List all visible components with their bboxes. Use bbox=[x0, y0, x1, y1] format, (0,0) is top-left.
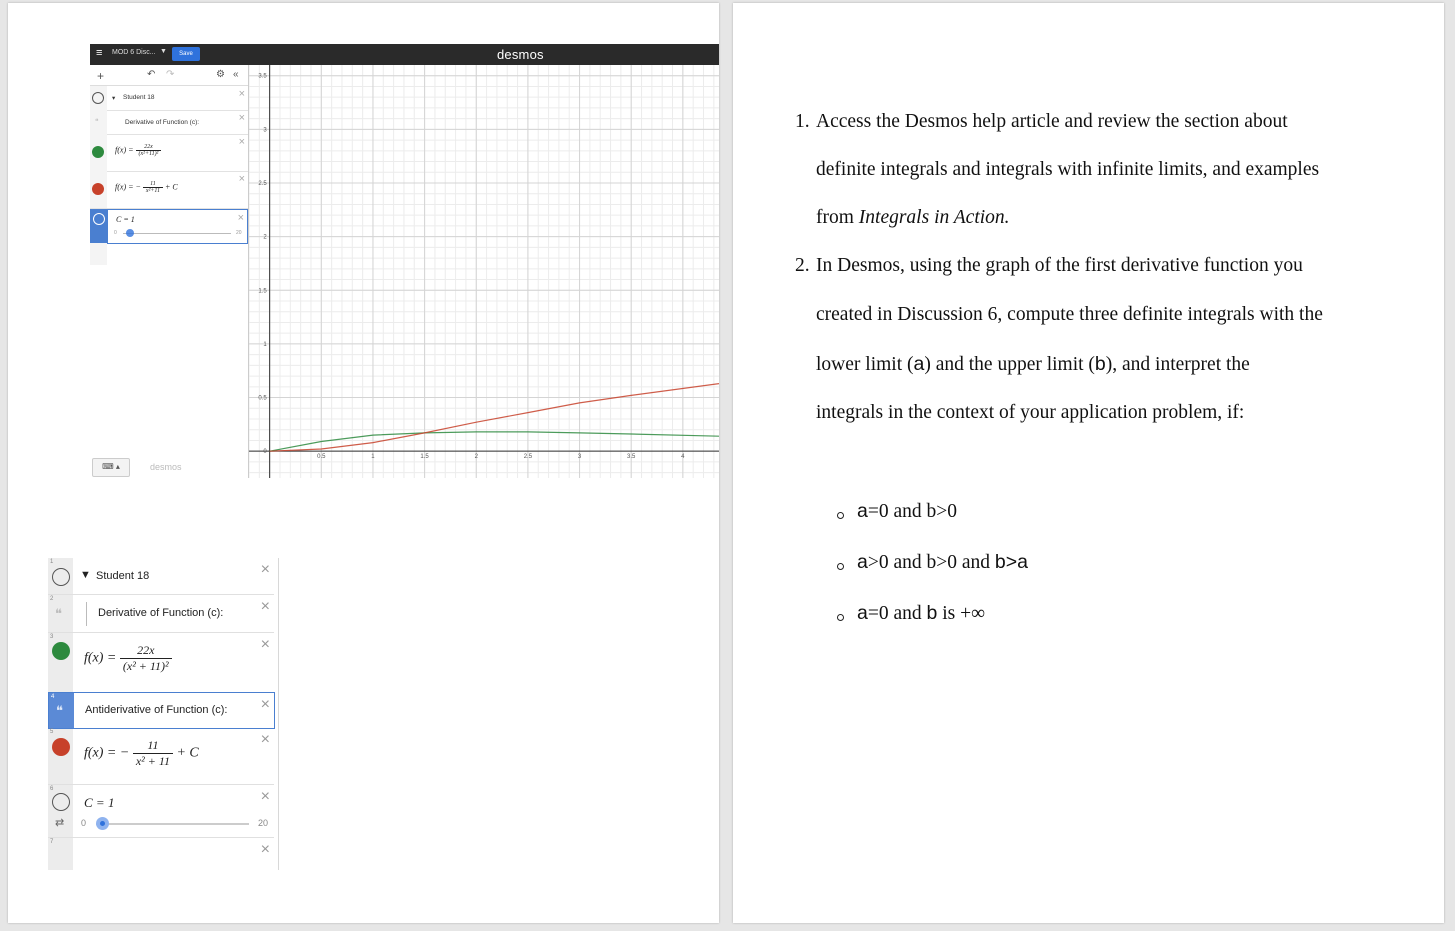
expression-row-derivative[interactable] bbox=[90, 134, 248, 172]
variable-b: b bbox=[1094, 353, 1106, 375]
slider-min: 0 bbox=[81, 818, 87, 828]
row-number: 5 bbox=[50, 729, 54, 735]
x-tick-label: 3.5 bbox=[627, 454, 636, 461]
text-span: ), and interpret the bbox=[1105, 354, 1250, 375]
variable-b: b bbox=[926, 501, 937, 522]
slider-max: 20 bbox=[236, 230, 242, 236]
bullet-icon bbox=[837, 614, 844, 621]
folder-label: Student 18 bbox=[96, 570, 150, 582]
folder-row[interactable] bbox=[90, 86, 248, 111]
quote-icon: ❝ bbox=[55, 606, 62, 621]
note-row-antiderivative[interactable] bbox=[48, 692, 275, 729]
row-number: 6 bbox=[50, 786, 54, 792]
y-tick-label: 3.5 bbox=[258, 73, 267, 80]
empty-row[interactable] bbox=[90, 243, 107, 265]
delete-icon[interactable]: × bbox=[238, 112, 245, 124]
instruction-text bbox=[816, 207, 1010, 229]
expression-row-derivative[interactable] bbox=[48, 633, 274, 693]
delete-icon[interactable]: × bbox=[238, 136, 245, 148]
variable-a: a bbox=[857, 500, 868, 522]
math-expression[interactable] bbox=[84, 643, 172, 674]
expression-list-zoomed bbox=[48, 558, 279, 870]
x-tick-label: 0.5 bbox=[317, 454, 326, 461]
x-tick-label: 2.5 bbox=[523, 454, 533, 461]
graph-canvas[interactable] bbox=[249, 65, 719, 478]
slider-row[interactable] bbox=[90, 209, 248, 244]
variable-b: b bbox=[926, 602, 938, 624]
folder-icon[interactable] bbox=[92, 92, 104, 104]
graph-title[interactable]: MOD 6 Disc... bbox=[112, 49, 156, 56]
article-title: Integrals in Action. bbox=[858, 207, 1010, 228]
instruction-text: created in Discussion 6, compute three definite integrals with the bbox=[816, 304, 1323, 325]
delete-icon[interactable]: × bbox=[260, 561, 270, 578]
play-icon[interactable] bbox=[93, 213, 105, 225]
slider-expression[interactable]: C = 1 bbox=[84, 795, 115, 810]
slider-track[interactable] bbox=[96, 823, 249, 825]
delete-icon[interactable]: × bbox=[260, 731, 270, 748]
slider-expression[interactable]: C = 1 bbox=[116, 215, 135, 224]
keyboard-button[interactable]: ⌨ ▴ bbox=[92, 458, 130, 477]
delete-icon[interactable]: × bbox=[238, 173, 245, 185]
gear-icon[interactable]: ⚙ bbox=[216, 69, 225, 80]
triangle-down-icon[interactable]: ▼ bbox=[80, 569, 91, 581]
row-number: 4 bbox=[51, 694, 55, 700]
desmos-screenshot bbox=[90, 44, 719, 478]
empty-row[interactable] bbox=[48, 838, 274, 870]
folder-icon[interactable] bbox=[52, 568, 70, 586]
slider-handle[interactable] bbox=[126, 229, 134, 237]
slider-max: 20 bbox=[258, 818, 269, 828]
note-label: Derivative of Function (c): bbox=[125, 119, 200, 126]
powered-by-logo: desmos bbox=[150, 462, 182, 472]
y-tick-label: 3 bbox=[263, 127, 267, 134]
add-icon[interactable]: + bbox=[97, 69, 105, 83]
variable-a: a bbox=[857, 551, 868, 573]
delete-icon[interactable]: × bbox=[260, 636, 270, 653]
graph-color-icon[interactable] bbox=[52, 738, 70, 756]
row-number: 1 bbox=[50, 559, 54, 565]
slider-track[interactable] bbox=[123, 233, 231, 234]
text-span: is +∞ bbox=[937, 603, 986, 624]
text-span: =0 and bbox=[867, 603, 927, 624]
expression-row-antiderivative[interactable] bbox=[48, 728, 274, 785]
variable-a: a bbox=[913, 353, 925, 375]
quote-icon: ❝ bbox=[56, 703, 63, 718]
note-label: Derivative of Function (c): bbox=[98, 607, 224, 619]
text-span: >0 and bbox=[867, 552, 927, 573]
y-tick-label: 0.5 bbox=[258, 395, 267, 402]
y-tick-label: 1 bbox=[263, 341, 267, 348]
variable-b: b bbox=[926, 552, 937, 573]
instruction-text: In Desmos, using the graph of the first derivative function you bbox=[816, 255, 1303, 276]
x-tick-label: 3 bbox=[577, 454, 582, 461]
delete-icon[interactable]: × bbox=[238, 88, 245, 100]
bullet-icon bbox=[837, 563, 844, 570]
x-tick-label: 2 bbox=[474, 454, 478, 461]
graph-color-icon[interactable] bbox=[92, 183, 104, 195]
text-span: lower limit ( bbox=[816, 354, 914, 375]
delete-icon[interactable]: × bbox=[260, 598, 270, 615]
text-span: from bbox=[816, 207, 859, 228]
row-number: 3 bbox=[50, 634, 54, 640]
math-tail: + C bbox=[176, 745, 199, 761]
instruction-text bbox=[816, 353, 1250, 376]
hamburger-icon[interactable]: ≡ bbox=[96, 47, 103, 59]
y-tick-label: 2 bbox=[263, 234, 267, 241]
bullet-icon bbox=[837, 512, 844, 519]
document-page-right bbox=[733, 3, 1444, 923]
row-number: 2 bbox=[50, 596, 54, 602]
math-numerator: 22x bbox=[120, 643, 172, 659]
desmos-logo: desmos bbox=[497, 47, 544, 62]
note-row[interactable] bbox=[90, 110, 248, 135]
math-lhs: f(x) = bbox=[84, 650, 117, 666]
x-tick-label: 1 bbox=[371, 454, 375, 461]
undo-icon[interactable]: ↶ bbox=[147, 69, 156, 80]
condition-item bbox=[857, 602, 985, 625]
chevron-down-icon[interactable]: ▼ bbox=[160, 48, 167, 55]
graph-color-icon[interactable] bbox=[92, 146, 104, 158]
note-label: Antiderivative of Function (c): bbox=[85, 704, 228, 716]
triangle-down-icon[interactable]: ▾ bbox=[112, 95, 116, 102]
variable-a: a bbox=[857, 602, 868, 624]
math-lhs: f(x) = − bbox=[84, 745, 130, 761]
expression-toolbar bbox=[90, 65, 248, 86]
math-numerator: 11 bbox=[133, 738, 173, 754]
delete-icon[interactable]: × bbox=[260, 696, 270, 713]
math-expression[interactable] bbox=[84, 738, 199, 769]
save-button[interactable]: Save bbox=[172, 47, 200, 61]
slider-row[interactable] bbox=[48, 785, 274, 838]
desmos-topbar bbox=[90, 44, 719, 65]
delete-icon[interactable]: × bbox=[237, 212, 244, 224]
slider-min: 0 bbox=[114, 230, 117, 236]
text-span: b>a bbox=[994, 551, 1028, 573]
instruction-text: definite integrals and integrals with infinite limits, and examples bbox=[816, 159, 1320, 180]
swap-icon[interactable]: ⇄ bbox=[55, 817, 65, 829]
condition-item bbox=[857, 500, 957, 523]
collapse-icon[interactable]: « bbox=[233, 69, 239, 80]
list-number: 2. bbox=[795, 255, 810, 276]
delete-icon[interactable]: × bbox=[260, 841, 270, 858]
math-expression[interactable]: f(x) = $\frac{22x}{\text{(x²+11)²}}$ bbox=[115, 144, 161, 157]
y-tick-label: 2.5 bbox=[258, 181, 267, 187]
redo-icon[interactable]: ↷ bbox=[166, 69, 175, 80]
text-span: >0 and bbox=[936, 552, 995, 573]
folder-row[interactable] bbox=[48, 558, 274, 595]
instruction-text: integrals in the context of your application problem, if: bbox=[816, 402, 1245, 423]
quote-icon: ❝ bbox=[95, 118, 99, 125]
condition-item bbox=[857, 551, 1028, 574]
text-span: ) and the upper limit ( bbox=[924, 354, 1095, 375]
math-denominator: (x² + 11)² bbox=[122, 659, 169, 673]
expression-panel bbox=[90, 65, 249, 478]
delete-icon[interactable]: × bbox=[260, 788, 270, 805]
note-row-derivative[interactable] bbox=[48, 595, 274, 633]
text-span: =0 and bbox=[867, 501, 927, 522]
document-page-left bbox=[8, 3, 719, 923]
text-span: >0 bbox=[936, 501, 958, 522]
graph-color-icon[interactable] bbox=[52, 642, 70, 660]
y-tick-label: 1.5 bbox=[258, 288, 267, 295]
y-tick-label: 0 bbox=[263, 449, 267, 456]
math-denominator: x² + 11 bbox=[135, 754, 170, 768]
folder-label: Student 18 bbox=[123, 94, 155, 101]
play-icon[interactable] bbox=[52, 793, 70, 811]
math-expression[interactable]: f(x) = − $\frac{11}{\text{x²+11}}$ + C bbox=[115, 181, 178, 194]
instruction-text: Access the Desmos help article and review the section about bbox=[816, 111, 1288, 132]
x-tick-label: 4 bbox=[681, 454, 685, 461]
x-tick-label: 1.5 bbox=[420, 454, 429, 461]
row-number: 7 bbox=[50, 839, 54, 845]
expression-row-antiderivative[interactable] bbox=[90, 171, 248, 209]
list-number: 1. bbox=[795, 111, 810, 132]
